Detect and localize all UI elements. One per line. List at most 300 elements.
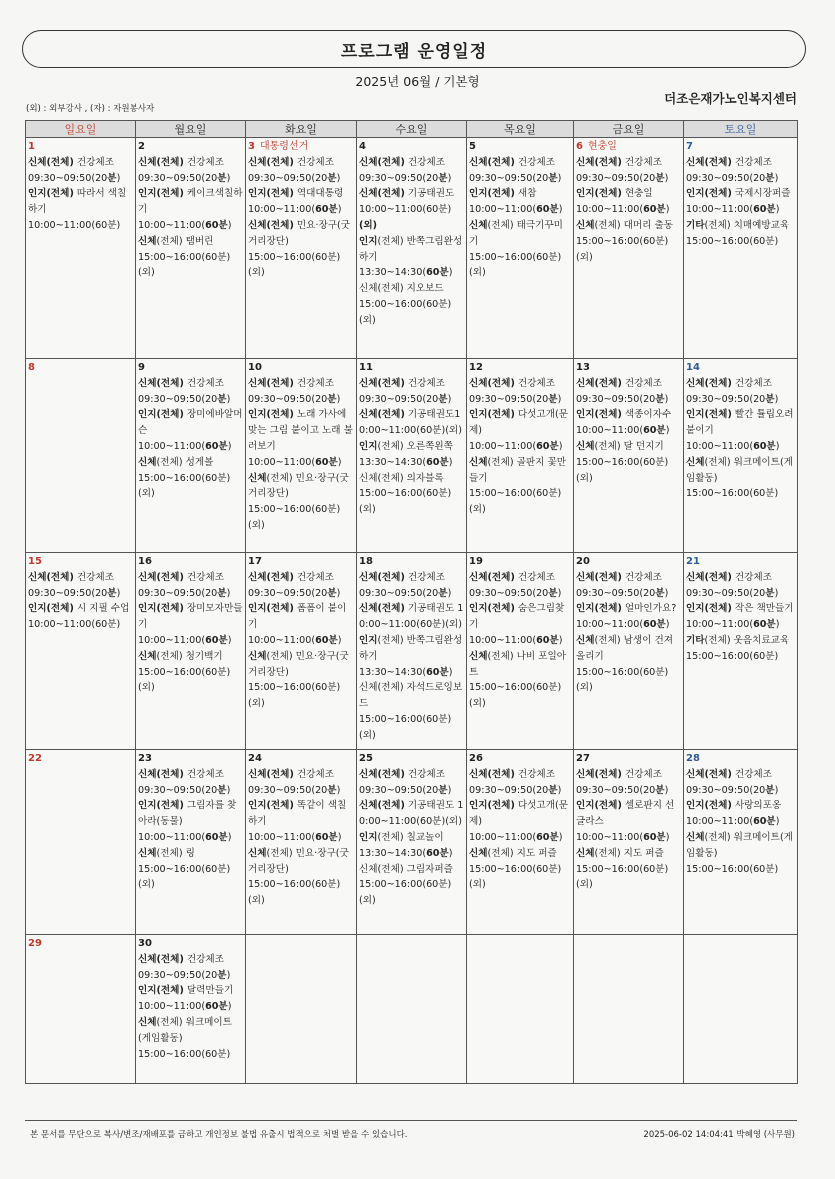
program-text: 건강체조 — [183, 953, 224, 965]
program-text: 신체(전체) — [359, 800, 405, 812]
program-line — [248, 586, 354, 602]
day-number: 13 — [576, 362, 590, 373]
calendar-day-cell — [26, 553, 136, 750]
program-text: 셀로판지 선글라스 — [576, 800, 675, 828]
program-text: 10:00~11:00( — [138, 219, 206, 231]
program-text: 60분 — [315, 204, 338, 216]
program-text: 건강체조 — [183, 768, 224, 780]
program-text: (전체) 탬버린 — [156, 235, 214, 247]
program-text: 60분 — [753, 204, 776, 216]
program-line — [469, 846, 571, 862]
program-text: 숨은그림찾기 — [469, 603, 565, 631]
program-text: 분 — [655, 172, 665, 184]
program-text: 건강체조 — [183, 571, 224, 583]
program-text: 09:30~09:50(20 — [138, 587, 218, 599]
program-text: 60분 — [753, 619, 776, 631]
program-text: 13:30~14:30( — [359, 666, 427, 678]
program-line — [359, 392, 464, 408]
program-text: 얼마인가요? — [621, 603, 677, 615]
program-line — [686, 407, 795, 439]
program-text: 신체(전체) — [248, 768, 294, 780]
program-line — [686, 862, 795, 878]
program-text: 09:30~09:50(20 — [686, 784, 766, 796]
program-text: 신체 — [138, 456, 157, 468]
day-number: 9 — [138, 362, 145, 373]
program-text: 09:30~09:50(20 — [686, 172, 766, 184]
calendar-day-cell — [574, 553, 684, 750]
day-number: 16 — [138, 556, 152, 567]
program-line — [138, 1047, 243, 1063]
program-line — [28, 617, 133, 633]
weekday-header-row — [26, 121, 798, 138]
program-text: 분 — [327, 784, 337, 796]
program-text: 09:30~09:50(20 — [359, 172, 439, 184]
calendar-body — [26, 138, 798, 1084]
program-text: 13:30~14:30( — [359, 267, 427, 279]
program-line — [576, 798, 681, 830]
program-text: 10:00~11:00( — [686, 816, 754, 828]
program-line — [138, 570, 243, 586]
day-number: 6 — [576, 141, 583, 152]
program-text: ) — [664, 587, 669, 599]
program-text: ) — [226, 784, 231, 796]
day-number: 20 — [576, 556, 590, 567]
program-text: (전체) 반쪽그림완성하기 — [359, 634, 463, 662]
program-text: ) — [558, 440, 563, 452]
program-text: 신체 — [248, 650, 267, 662]
calendar-day-cell — [467, 553, 574, 750]
calendar-day-cell — [136, 935, 246, 1084]
program-line — [248, 798, 354, 830]
weekday-header: 월요일 — [136, 121, 246, 138]
program-text: 15:00~16:00(60분) — [686, 488, 779, 500]
calendar-day-cell — [136, 750, 246, 935]
program-line — [469, 798, 571, 830]
program-line — [576, 586, 681, 602]
program-line — [248, 250, 354, 282]
program-text: ) — [226, 587, 231, 599]
program-text: 민요·장구(굿거리장단) — [248, 219, 351, 247]
program-text: 신체(전체) — [138, 377, 184, 389]
calendar-day-cell — [684, 750, 798, 935]
day-number: 24 — [248, 753, 262, 764]
program-text: 건강체조 — [404, 768, 445, 780]
program-text: 신체(전체) — [359, 603, 405, 615]
program-line — [138, 862, 243, 894]
calendar-week-row — [26, 553, 798, 750]
program-text: (전체) 대머리 출동 — [594, 219, 674, 231]
program-text: 10:00~11:00( — [138, 634, 206, 646]
program-line — [138, 1015, 243, 1047]
program-line — [138, 439, 243, 455]
program-line — [248, 601, 354, 633]
program-line — [576, 767, 681, 783]
program-line — [686, 439, 795, 455]
program-line — [248, 649, 354, 681]
calendar-day-cell — [26, 138, 136, 359]
program-text: 15:00~16:00(60분)(외) — [576, 863, 669, 891]
program-line — [28, 570, 133, 586]
program-text: 다섯고개(문제) — [469, 409, 568, 437]
program-text: 15:00~16:00(60분)(외) — [138, 251, 231, 279]
program-line — [576, 617, 681, 633]
program-line — [359, 376, 464, 392]
program-text: 건강체조 — [621, 768, 662, 780]
program-text: 60분 — [426, 456, 449, 468]
program-text: 건강체조 — [514, 377, 555, 389]
program-text: 신체(전체) — [576, 768, 622, 780]
program-text: 분 — [217, 969, 227, 981]
weekday-header: 화요일 — [246, 121, 357, 138]
program-text: ) — [227, 831, 232, 843]
program-text: ) — [665, 204, 670, 216]
program-line — [28, 601, 133, 617]
program-text: 분 — [217, 587, 227, 599]
program-text: 09:30~09:50(20 — [576, 172, 656, 184]
program-text: (전체) 반쪽그림완성하기 — [359, 235, 463, 263]
program-text: 달력만들기 — [183, 985, 234, 997]
program-line — [248, 376, 354, 392]
program-line — [686, 486, 795, 502]
program-text: 60분 — [205, 219, 228, 231]
program-line — [138, 250, 243, 282]
program-line — [138, 186, 243, 218]
program-text: 신체(전체) — [469, 768, 515, 780]
program-text: 09:30~09:50(20 — [138, 969, 218, 981]
program-line — [576, 439, 681, 455]
program-text: 09:30~09:50(20 — [138, 393, 218, 405]
program-text: 10:00~11:00( — [469, 831, 537, 843]
program-line — [686, 814, 795, 830]
program-line — [359, 265, 464, 281]
program-text: 기공태권도 10:00~11:00(60분)(외) — [359, 800, 464, 828]
day-number: 8 — [28, 362, 35, 373]
program-text: (외) — [359, 219, 378, 231]
program-line — [138, 846, 243, 862]
program-text: 인지(전체) — [138, 188, 184, 200]
day-number: 26 — [469, 753, 483, 764]
program-text: 09:30~09:50(20 — [248, 587, 328, 599]
program-text: 기타 — [686, 634, 705, 646]
program-text: 60분 — [643, 204, 666, 216]
program-text: 건강체조 — [293, 377, 334, 389]
program-text: 따라서 색칠하기 — [28, 188, 127, 216]
program-text: 09:30~09:50(20 — [686, 393, 766, 405]
program-line — [469, 155, 571, 171]
day-number: 25 — [359, 753, 373, 764]
program-line — [248, 570, 354, 586]
weekday-header: 금요일 — [574, 121, 684, 138]
program-text: 기타 — [686, 219, 705, 231]
program-text: 10:00~11:00( — [469, 634, 537, 646]
program-text: 10:00~11:00( — [138, 440, 206, 452]
program-text: ) — [337, 634, 342, 646]
program-line — [576, 186, 681, 202]
program-text: (전체) 워크메이트(게임활동) — [138, 1016, 232, 1044]
calendar-day-cell — [357, 359, 467, 553]
program-text: 신체 — [576, 847, 595, 859]
page-title-box — [22, 30, 806, 68]
program-line — [576, 601, 681, 617]
program-line — [138, 155, 243, 171]
program-text: 09:30~09:50(20 — [28, 587, 108, 599]
program-text: 신체 — [469, 219, 488, 231]
program-text: 60분 — [643, 831, 666, 843]
program-text: 신체(전체) — [248, 219, 294, 231]
calendar-week-row — [26, 750, 798, 935]
program-text: 분 — [438, 172, 448, 184]
program-line — [138, 218, 243, 234]
program-text: 건강체조 — [621, 156, 662, 168]
program-text: 10:00~11:00( — [138, 1001, 206, 1013]
program-text: 15:00~16:00(60분)(외) — [576, 456, 669, 484]
program-text: 60분 — [315, 831, 338, 843]
program-line — [469, 376, 571, 392]
program-text: 분 — [548, 393, 558, 405]
program-text: ) — [664, 784, 669, 796]
program-line — [469, 680, 571, 712]
program-text: ) — [664, 393, 669, 405]
program-text: 신체 — [138, 1016, 157, 1028]
program-line — [469, 601, 571, 633]
program-text: ) — [447, 172, 452, 184]
program-line — [359, 830, 464, 846]
program-text: 15:00~16:00(60분)(외) — [469, 488, 562, 516]
program-text: 건강체조 — [731, 377, 772, 389]
program-text: 09:30~09:50(20 — [469, 393, 549, 405]
program-text: 15:00~16:00(60분)(외) — [248, 682, 341, 710]
program-text: 15:00~16:00(60분)(외) — [469, 251, 562, 279]
program-line — [469, 218, 571, 250]
program-text: 분 — [765, 393, 775, 405]
program-text: 10:00~11:00( — [138, 831, 206, 843]
program-line — [359, 297, 464, 329]
day-number: 17 — [248, 556, 262, 567]
program-text: (전체) 골판지 꽃만들기 — [469, 456, 567, 484]
program-line — [28, 586, 133, 602]
program-text: ) — [775, 204, 780, 216]
program-line — [576, 423, 681, 439]
program-line — [359, 486, 464, 518]
program-text: 09:30~09:50(20 — [469, 784, 549, 796]
program-text: 10:00~11:00( — [248, 831, 316, 843]
program-text: 신체 — [138, 650, 157, 662]
program-text: 60분 — [753, 440, 776, 452]
program-line — [686, 633, 795, 649]
holiday-label: 대통령선거 — [259, 141, 309, 152]
program-text: 15:00~16:00(60분)(외) — [138, 472, 231, 500]
day-number: 30 — [138, 938, 152, 949]
program-line — [469, 202, 571, 218]
program-text: (전체) 민요·장구(굿거리장단) — [248, 472, 349, 500]
program-text: 건강체조 — [73, 156, 114, 168]
program-text: 건강체조 — [731, 768, 772, 780]
program-text: 신체(전체) — [469, 156, 515, 168]
program-text: 60분 — [753, 816, 776, 828]
program-text: (전체) 성게볼 — [156, 456, 214, 468]
program-text: 인지(전체) — [469, 409, 515, 421]
program-text: 인지(전체) — [576, 188, 622, 200]
program-text: 인지(전체) — [248, 409, 294, 421]
program-text: (전체) 지도 퍼즐 — [487, 847, 557, 859]
calendar-day-cell — [26, 750, 136, 935]
program-line — [576, 665, 681, 697]
day-number: 2 — [138, 141, 145, 152]
program-text: 건강체조 — [183, 156, 224, 168]
program-text: ) — [336, 172, 341, 184]
program-text: 건강체조 — [731, 571, 772, 583]
program-text: (전체) 워크메이트(게임활동) — [686, 456, 793, 484]
program-line — [359, 407, 464, 439]
day-number: 29 — [28, 938, 42, 949]
program-line — [138, 999, 243, 1015]
program-text: 분 — [217, 393, 227, 405]
program-text: 분 — [548, 172, 558, 184]
program-text: 15:00~16:00(60분) — [686, 863, 779, 875]
program-text: 건강체조 — [731, 156, 772, 168]
program-text: 60분 — [426, 666, 449, 678]
program-text: 신체(전체) 자석드로잉보드 — [359, 682, 463, 710]
program-text: 기공태권도 10:00~11:00(60분)(외) — [359, 603, 464, 631]
program-text: ) — [775, 619, 780, 631]
program-text: 분 — [765, 172, 775, 184]
program-text: (전체) 칠교놀이 — [377, 831, 444, 843]
program-text: 15:00~16:00(60분) — [686, 650, 779, 662]
program-text: ) — [558, 634, 563, 646]
program-text: 인지(전체) — [576, 800, 622, 812]
program-line — [359, 155, 464, 171]
program-line — [138, 830, 243, 846]
program-text: 15:00~16:00(60분)(외) — [359, 488, 452, 516]
program-line — [359, 767, 464, 783]
program-text: 09:30~09:50(20 — [28, 172, 108, 184]
program-text: 건강체조 — [404, 377, 445, 389]
program-line — [576, 633, 681, 665]
program-text: ) — [774, 172, 779, 184]
program-line — [248, 202, 354, 218]
program-text: 15:00~16:00(60분)(외) — [359, 298, 452, 326]
program-text: 신체(전체) — [28, 571, 74, 583]
program-text: 인지(전체) — [469, 603, 515, 615]
program-text: 10:00~11:00( — [248, 456, 316, 468]
program-line — [248, 455, 354, 471]
program-text: 신체 — [686, 456, 705, 468]
program-line — [138, 455, 243, 471]
program-line — [359, 439, 464, 455]
program-text: 신체 — [248, 472, 267, 484]
program-line — [576, 846, 681, 862]
program-line — [469, 392, 571, 408]
program-text: ) — [227, 219, 232, 231]
program-text: 09:30~09:50(20 — [686, 587, 766, 599]
program-line — [576, 570, 681, 586]
program-text: 13:30~14:30( — [359, 847, 427, 859]
program-line — [686, 570, 795, 586]
program-text: ) — [337, 456, 342, 468]
program-text: 신체(전체) — [359, 377, 405, 389]
program-line — [138, 392, 243, 408]
program-line — [359, 455, 464, 471]
program-text: 60분 — [536, 634, 559, 646]
program-text: 분 — [327, 587, 337, 599]
program-text: 신체 — [576, 634, 595, 646]
program-line — [576, 218, 681, 234]
calendar-day-cell — [467, 138, 574, 359]
program-line — [359, 570, 464, 586]
program-text: 건강체조 — [621, 377, 662, 389]
program-text: 09:30~09:50(20 — [576, 393, 656, 405]
calendar-day-cell — [246, 750, 357, 935]
program-line — [359, 783, 464, 799]
program-text: 60분 — [536, 831, 559, 843]
program-line — [248, 471, 354, 503]
program-line — [686, 455, 795, 487]
program-text: 인지(전체) — [686, 603, 732, 615]
program-text: ) — [775, 816, 780, 828]
program-line — [359, 586, 464, 602]
program-text: 분 — [217, 172, 227, 184]
program-text: 건강체조 — [514, 156, 555, 168]
calendar-day-cell — [467, 750, 574, 935]
program-line — [28, 155, 133, 171]
program-text: 분 — [327, 172, 337, 184]
calendar-day-cell — [357, 750, 467, 935]
program-text: 인지(전체) — [248, 603, 294, 615]
center-name: 더조은재가노인복지센터 — [664, 91, 797, 106]
program-text: 신체 — [469, 456, 488, 468]
program-text: 인지(전체) — [28, 603, 74, 615]
calendar-week-row — [26, 935, 798, 1084]
program-text: (전체) 링 — [156, 847, 195, 859]
program-line — [686, 376, 795, 392]
program-text: (전체) 워크메이트(게임활동) — [686, 831, 793, 859]
program-line — [248, 407, 354, 454]
calendar-day-cell — [357, 935, 467, 1084]
program-text: 건강체조 — [404, 156, 445, 168]
program-text: 10:00~11:00( — [576, 204, 644, 216]
program-text: 60분 — [315, 456, 338, 468]
program-line — [576, 830, 681, 846]
program-line — [686, 830, 795, 862]
program-text: 60분 — [536, 204, 559, 216]
program-text: 신체(전체) — [138, 156, 184, 168]
program-line — [686, 171, 795, 187]
program-line — [686, 649, 795, 665]
program-line — [469, 586, 571, 602]
program-text: 09:30~09:50(20 — [248, 784, 328, 796]
day-number: 23 — [138, 753, 152, 764]
program-text: 분 — [765, 784, 775, 796]
program-line — [576, 455, 681, 487]
page-subtitle: 2025년 06월 / 기본형 — [355, 74, 480, 89]
calendar-day-cell — [26, 359, 136, 553]
program-text: ) — [227, 1001, 232, 1013]
program-text: 케이크색칠하기 — [138, 188, 243, 216]
program-text: 60분 — [426, 267, 449, 279]
program-text: 새참 — [514, 188, 537, 200]
program-text: 10:00~11:00(60분) — [359, 204, 452, 216]
program-text: 인지 — [359, 634, 378, 646]
program-text: ) — [557, 784, 562, 796]
program-line — [359, 171, 464, 187]
program-text: 신체(전체) 그림자퍼즐 — [359, 863, 453, 875]
program-line — [248, 877, 354, 909]
footer-notice: 본 문서를 무단으로 복사/변조/재배포를 금하고 개인정보 불법 유출시 법적으로 처벌 받을 수 있습니다. — [30, 1130, 408, 1140]
program-line — [28, 171, 133, 187]
program-line — [138, 234, 243, 250]
program-text: ) — [448, 267, 453, 279]
day-number: 11 — [359, 362, 373, 373]
